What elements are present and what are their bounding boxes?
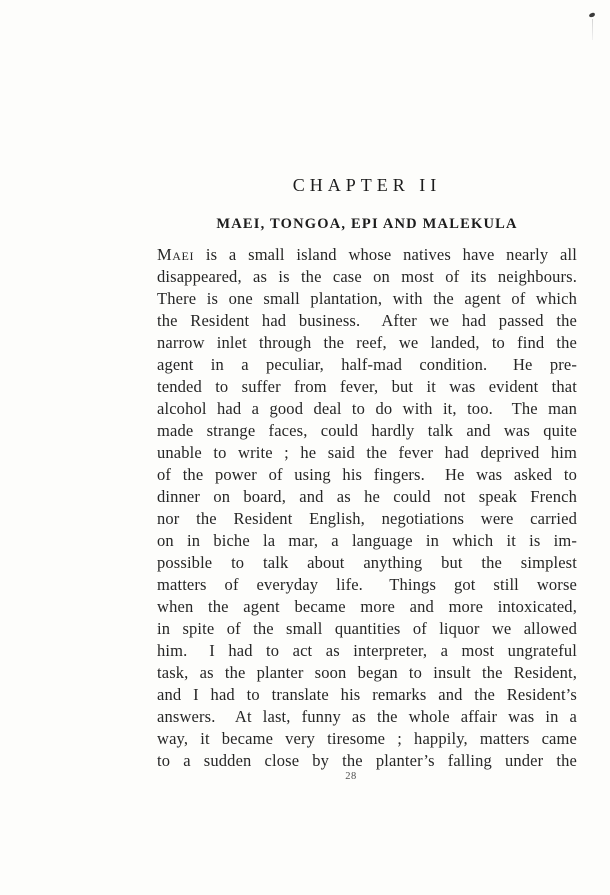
- text-line: of the power of using his fingers. He was asked to: [157, 465, 577, 484]
- text-line: way, it became very tiresome ; happily, matters came: [157, 729, 577, 748]
- text-line: when the agent became more and more intoxicated,: [157, 597, 577, 616]
- scan-artifact-speck: [589, 12, 596, 17]
- text-line: on in biche la mar, a language in which it is im-: [157, 531, 577, 550]
- text-line: tended to suffer from fever, but it was evident that: [157, 377, 577, 396]
- text-line: nor the Resident English, negotiations were carried: [157, 509, 577, 528]
- text-line: There is one small plantation, with the agent of which: [157, 289, 577, 308]
- text-line: matters of everyday life. Things got still worse: [157, 575, 577, 594]
- text-line: answers. At last, funny as the whole affair was in a: [157, 707, 577, 726]
- text-line: unable to write ; he said the fever had deprived him: [157, 443, 577, 462]
- lead-word-smallcaps: Maei: [157, 245, 195, 264]
- text-line: dinner on board, and as he could not speak French: [157, 487, 577, 506]
- text-line: him. I had to act as interpreter, a most ungrateful: [157, 641, 577, 660]
- text-line: alcohol had a good deal to do with it, too. The man: [157, 399, 577, 418]
- text-line: possible to talk about anything but the simplest: [157, 553, 577, 572]
- text-line: disappeared, as is the case on most of its neighbours.: [157, 267, 577, 286]
- chapter-heading: CHAPTER II: [292, 175, 442, 195]
- text-line: agent in a peculiar, half-mad condition. He pre-: [157, 355, 577, 374]
- text-line: the Resident had business. After we had passed the: [157, 311, 577, 330]
- text-line: narrow inlet through the reef, we landed, to find the: [157, 333, 577, 352]
- chapter-subtitle: MAEI, TONGOA, EPI AND MALEKULA: [216, 216, 518, 232]
- page-number: 28: [345, 771, 357, 782]
- text-line: in spite of the small quantities of liquor we allowed: [157, 619, 577, 638]
- scan-artifact-scratch: [592, 19, 593, 40]
- text-line: task, as the planter soon began to insult the Resident,: [157, 663, 577, 682]
- text-line: made strange faces, could hardly talk and was quite: [157, 421, 577, 440]
- text-line: and I had to translate his remarks and the Resident’s: [157, 685, 577, 704]
- paragraph: [157, 244, 577, 772]
- text-line: to a sudden close by the planter’s falling under the: [157, 751, 577, 770]
- text-line: Maei is a small island whose natives have nearly all: [157, 245, 577, 264]
